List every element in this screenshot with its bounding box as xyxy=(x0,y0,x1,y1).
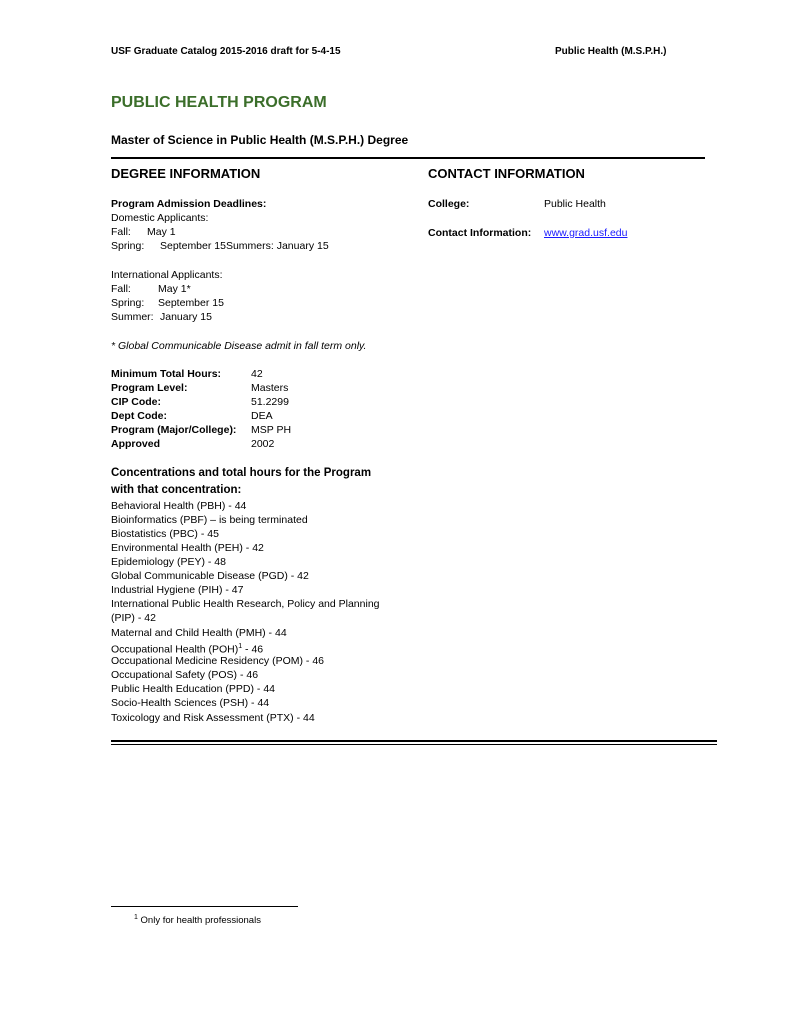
field-value: MSP PH xyxy=(251,424,292,436)
concentration-item: Epidemiology (PEY) - 48 xyxy=(111,556,226,568)
college-value: Public Health xyxy=(544,198,606,210)
field-label: Program (Major/College): xyxy=(111,424,237,436)
footnote-ref: 1 xyxy=(238,643,243,650)
field-label: Minimum Total Hours: xyxy=(111,368,222,380)
concentrations-heading-cont: with that concentration: xyxy=(111,484,242,496)
domestic-label: Domestic Applicants: xyxy=(111,212,209,224)
contact-label: Contact Information: xyxy=(428,227,532,239)
contact-link[interactable]: www.grad.usf.edu xyxy=(544,227,628,239)
footnote-marker: 1 xyxy=(134,914,138,921)
footnote-divider xyxy=(111,906,298,907)
concentration-item: Occupational Medicine Residency (POM) - 46 xyxy=(111,655,325,667)
concentration-item: Industrial Hygiene (PIH) - 47 xyxy=(111,584,244,596)
concentration-item: International Public Health Research, Policy and Planning xyxy=(111,598,380,610)
header-left: USF Graduate Catalog 2015-2016 draft for 5-4-15 xyxy=(111,46,341,57)
footnote xyxy=(134,914,261,926)
section-double-rule-bottom xyxy=(111,744,717,745)
concentration-item: Behavioral Health (PBH) - 44 xyxy=(111,500,247,512)
footnote-text: Only for health professionals xyxy=(137,915,261,927)
degree-info-heading: DEGREE INFORMATION xyxy=(111,166,261,181)
fall-only-note: * Global Communicable Disease admit in fall term only. xyxy=(111,340,367,352)
intl-fall-label: Fall: xyxy=(111,283,131,295)
field-value: Masters xyxy=(251,382,289,394)
degree-subtitle: Master of Science in Public Health (M.S.P.H.) Degree xyxy=(111,133,409,147)
concentration-item: Global Communicable Disease (PGD) - 42 xyxy=(111,570,309,582)
concentration-item: Biostatistics (PBC) - 45 xyxy=(111,528,219,540)
concentration-item: (PIP) - 42 xyxy=(111,612,156,624)
concentration-item: Environmental Health (PEH) - 42 xyxy=(111,542,264,554)
deadlines-label: Program Admission Deadlines: xyxy=(111,198,267,210)
section-double-rule-top xyxy=(111,740,717,742)
field-label: Dept Code: xyxy=(111,410,167,422)
page-title: PUBLIC HEALTH PROGRAM xyxy=(111,94,327,111)
field-label: Program Level: xyxy=(111,382,188,394)
domestic-fall-value: May 1 xyxy=(147,226,176,238)
concentration-item: Bioinformatics (PBF) – is being terminated xyxy=(111,514,308,526)
concentration-item: Toxicology and Risk Assessment (PTX) - 44 xyxy=(111,712,315,724)
concentration-item: Maternal and Child Health (PMH) - 44 xyxy=(111,627,287,639)
intl-summer-value: January 15 xyxy=(160,311,212,323)
concentration-item: Public Health Education (PPD) - 44 xyxy=(111,683,275,695)
title-divider xyxy=(111,157,705,159)
field-label: CIP Code: xyxy=(111,396,161,408)
domestic-spring-value: September 15Summers: January 15 xyxy=(160,240,329,252)
intl-spring-value: September 15 xyxy=(158,297,224,309)
field-label: Approved xyxy=(111,438,161,450)
intl-spring-label: Spring: xyxy=(111,297,145,309)
field-value: 2002 xyxy=(251,438,275,450)
intl-summer-label: Summer: xyxy=(111,311,154,323)
header-right: Public Health (M.S.P.H.) xyxy=(555,46,667,57)
field-value: DEA xyxy=(251,410,273,422)
intl-fall-value: May 1* xyxy=(158,283,191,295)
concentration-item: Occupational Safety (POS) - 46 xyxy=(111,669,259,681)
international-label: International Applicants: xyxy=(111,269,223,281)
domestic-spring-label: Spring: xyxy=(111,240,145,252)
concentration-item-hours: - 46 xyxy=(242,643,264,656)
contact-info-heading: CONTACT INFORMATION xyxy=(428,166,585,181)
concentrations-heading: Concentrations and total hours for the Program xyxy=(111,467,372,479)
domestic-fall-label: Fall: xyxy=(111,226,131,238)
field-value: 42 xyxy=(251,368,263,380)
concentration-item-text: Occupational Health (POH) xyxy=(111,643,239,656)
field-value: 51.2299 xyxy=(251,396,289,408)
concentration-item: Socio-Health Sciences (PSH) - 44 xyxy=(111,697,270,709)
college-label: College: xyxy=(428,198,470,210)
